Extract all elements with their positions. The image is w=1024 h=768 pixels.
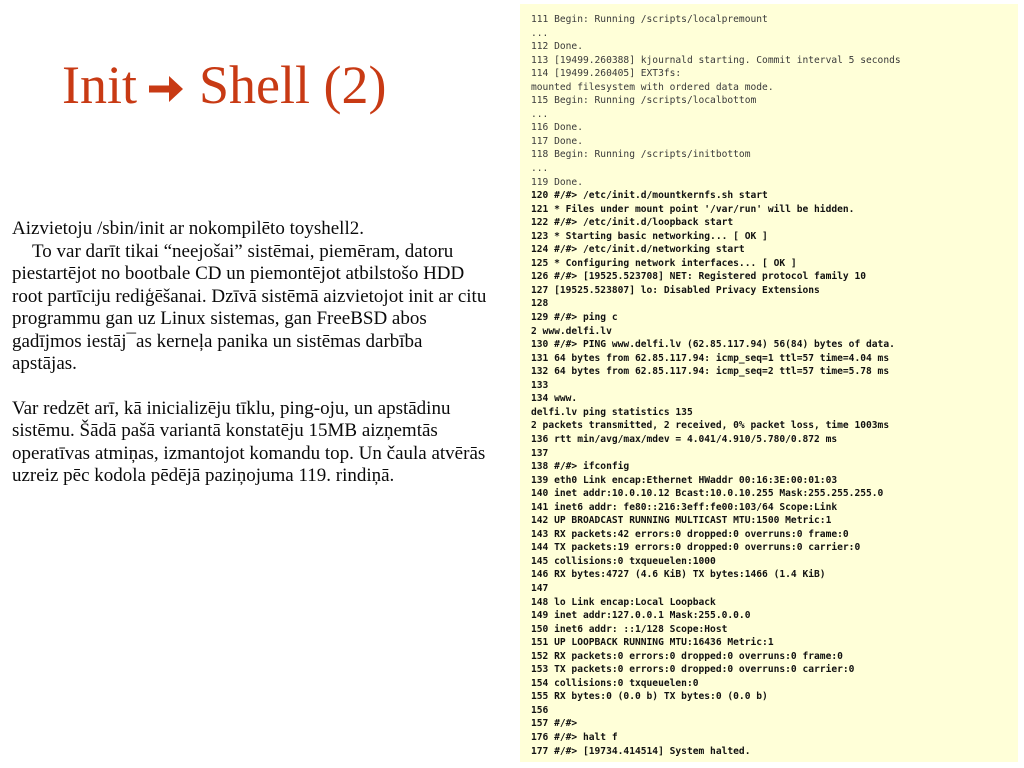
terminal-line: 132 64 bytes from 62.85.117.94: icmp_seq=2 ttl=57 time=5.78 ms [531, 366, 890, 378]
terminal-line: 115 Begin: Running /scripts/localbottom [531, 95, 757, 107]
terminal-line: 111 Begin: Running /scripts/localpremount [531, 14, 768, 25]
terminal-line: 142 UP BROADCAST RUNNING MULTICAST MTU:1500 Metric:1 [531, 515, 832, 527]
title-left: Init [62, 55, 137, 115]
terminal-line: 128 [531, 298, 549, 310]
title-right: Shell (2) [199, 55, 387, 115]
terminal-line: 118 Begin: Running /scripts/initbottom [531, 149, 751, 161]
terminal-line: 112 Done. [531, 41, 583, 53]
terminal-line: 114 [19499.260405] EXT3fs: [531, 68, 682, 80]
terminal-line: 129 #/#> ping c [531, 312, 618, 324]
terminal-line: 136 rtt min/avg/max/mdev = 4.041/4.910/5.780/0.872 ms [531, 433, 838, 445]
terminal-line: ... [531, 108, 549, 120]
terminal-line: 125 * Configuring network interfaces... [ OK ] [531, 257, 797, 269]
terminal-line: 149 inet addr:127.0.0.1 Mask:255.0.0.0 [531, 610, 751, 622]
terminal-line: 154 collisions:0 txqueuelen:0 [531, 677, 699, 689]
terminal-line: 155 RX bytes:0 (0.0 b) TX bytes:0 (0.0 b) [531, 691, 768, 703]
terminal-line: 124 #/#> /etc/init.d/networking start [531, 244, 745, 256]
terminal-line: 121 * Files under mount point '/var/run' will be hidden. [531, 203, 855, 215]
terminal-line: 120 #/#> /etc/init.d/mountkernfs.sh start [531, 190, 768, 202]
right-arrow-icon [147, 60, 185, 114]
body-text [12, 218, 490, 488]
terminal-line: 177 #/#> [19734.414514] System halted. [531, 745, 751, 757]
terminal-line: 123 * Starting basic networking... [ OK ] [531, 230, 768, 242]
terminal-line: 151 UP LOOPBACK RUNNING MTU:16436 Metric:1 [531, 637, 774, 649]
terminal-line: 176 #/#> halt f [531, 731, 618, 743]
paragraph-network: Var redzēt arī, kā inicializēju tīklu, ping-oju, un apstādinu sistēmu. Šādā pašā variantā konstatēju 15MB aizņemtās operatīvas atmiņas, izmantojot komandu top. Un čaula atvērās uzreiz pēc kodola pēdējā paziņojuma 119. rindiņā. [12, 397, 486, 486]
terminal-line: delfi.lv ping statistics 135 [531, 406, 693, 418]
terminal-line: 127 [19525.523807] lo: Disabled Privacy Extensions [531, 284, 820, 296]
terminal-line: 2 www.delfi.lv [531, 325, 612, 337]
terminal-line: 116 Done. [531, 122, 583, 134]
terminal-line: 145 collisions:0 txqueuelen:1000 [531, 555, 716, 567]
terminal-line: 134 www. [531, 393, 578, 405]
terminal-line: 156 [531, 704, 549, 716]
terminal-output [520, 4, 1018, 762]
terminal-line: mounted filesystem with ordered data mode. [531, 81, 774, 93]
terminal-line: 144 TX packets:19 errors:0 dropped:0 overruns:0 carrier:0 [531, 542, 861, 554]
paragraph-details: To var darīt tikai “neejošai” sistēmai, piemēram, datoru piestartējot no bootbale CD un piemontējot atbilstošo HDD root partīciju rediģēšanai. Dzīvā sistēmā aizvietojot init ar citu programmu gan uz Linux sistemas, gan FreeBSD abos gadījmos iestāj¯as kerneļa panika un sistēmas darbība apstājas. [12, 240, 487, 374]
terminal-line: 150 inet6 addr: ::1/128 Scope:Host [531, 623, 728, 635]
terminal-line: 140 inet addr:10.0.10.12 Bcast:10.0.10.255 Mask:255.255.255.0 [531, 488, 884, 500]
slide-title [62, 55, 387, 118]
paragraph-intro: Aizvietoju /sbin/init ar nokompilēto toyshell2. [12, 218, 364, 239]
terminal-line: 117 Done. [531, 135, 583, 147]
terminal-line: 126 #/#> [19525.523708] NET: Registered protocol family 10 [531, 271, 867, 283]
terminal-line: 143 RX packets:42 errors:0 dropped:0 overruns:0 frame:0 [531, 528, 849, 540]
terminal-line: 146 RX bytes:4727 (4.6 KiB) TX bytes:1466 (1.4 KiB) [531, 569, 826, 581]
terminal-line: 130 #/#> PING www.delfi.lv (62.85.117.94) 56(84) bytes of data. [531, 339, 895, 351]
terminal-line: 122 #/#> /etc/init.d/loopback start [531, 217, 734, 229]
terminal-line: ... [531, 27, 549, 39]
terminal-line: 2 packets transmitted, 2 received, 0% packet loss, time 1003ms [531, 420, 890, 432]
terminal-line: 138 #/#> ifconfig [531, 461, 630, 473]
terminal-line: 141 inet6 addr: fe80::216:3eff:fe00:103/64 Scope:Link [531, 501, 838, 513]
terminal-line: 139 eth0 Link encap:Ethernet HWaddr 00:16:3E:00:01:03 [531, 474, 838, 486]
terminal-line: 147 [531, 582, 549, 594]
terminal-line: 148 lo Link encap:Local Loopback [531, 596, 716, 608]
terminal-line: 152 RX packets:0 errors:0 dropped:0 overruns:0 frame:0 [531, 650, 843, 662]
terminal-line: 137 [531, 447, 549, 459]
terminal-line: 131 64 bytes from 62.85.117.94: icmp_seq=1 ttl=57 time=4.04 ms [531, 352, 890, 364]
terminal-line: 157 #/#> [531, 718, 578, 730]
terminal-line: 133 [531, 379, 549, 391]
terminal-line: ... [531, 163, 549, 175]
terminal-line: 153 TX packets:0 errors:0 dropped:0 overruns:0 carrier:0 [531, 664, 855, 676]
terminal-line: 113 [19499.260388] kjournald starting. Commit interval 5 seconds [531, 54, 901, 66]
terminal-line: 119 Done. [531, 176, 583, 188]
